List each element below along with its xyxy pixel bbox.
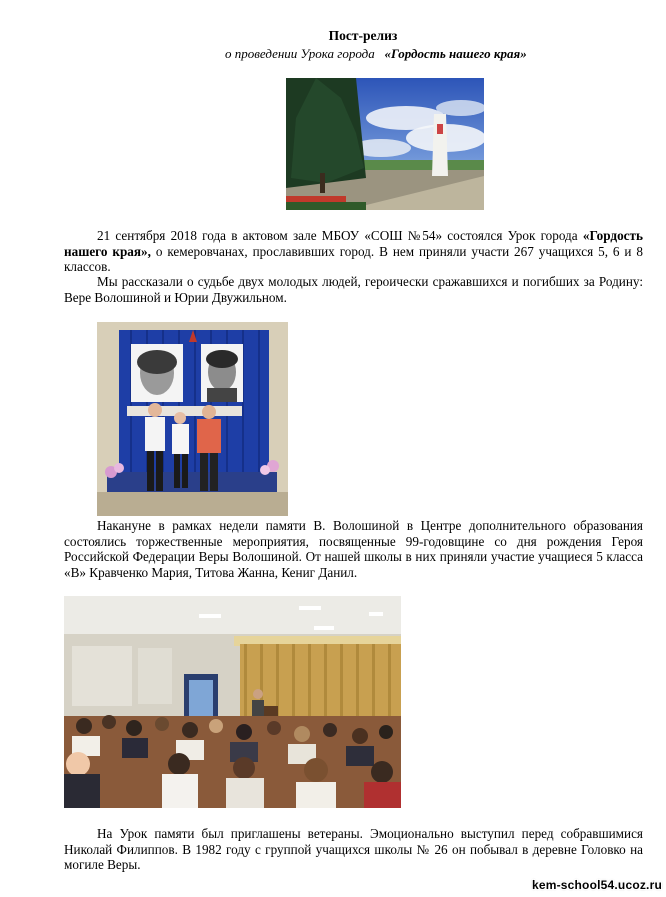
portraits-stage-photo <box>97 322 288 516</box>
paragraph-1 <box>64 228 643 275</box>
subtitle-prefix: о проведении Урока города <box>225 46 375 61</box>
paragraph-1-start: 21 сентября 2018 года в актовом зале МБОУ «СОШ №54» состоялся Урок города <box>97 228 583 243</box>
paragraph-1-end: о кемеровчанах, прославивших город. В нем приняли участи 267 учащихся 5, 6 и 8 классов. <box>64 243 644 274</box>
assembly-hall-photo <box>64 596 401 808</box>
paragraph-4: На Урок памяти был приглашены ветераны. Эмоционально выступил перед собравшимися Николай Филиппов. В 1982 году с группой учащихся школы № 26 он побывал в деревне Головко на могиле Веры. <box>64 826 643 872</box>
paragraph-2: Мы рассказали о судьбе двух молодых людей, героически сражавшихся и погибших за Родину: Вере Волошиной и Юрии Двужильном. <box>64 274 643 305</box>
page-title: Пост-релиз <box>328 28 398 43</box>
page-subtitle <box>225 46 527 62</box>
subtitle-event-name: «Гордость нашего края» <box>384 46 527 61</box>
paragraph-3: Накануне в рамках недели памяти В. Волошиной в Центре дополнительного образования состоялись торжественные мероприятия, посвященные 99-годовщине со дня рождения Героя Российской Федерации Веры Волошиной. От нашей школы в них приняли участие учащиеся 5 класса «В» Кравченко Мария, Титова Жанна, Кениг Данил. <box>64 518 643 580</box>
monument-photo <box>286 78 484 210</box>
site-watermark: kem-school54.ucoz.ru <box>531 878 662 892</box>
paragraph-1-bold: «Гордость нашего края», <box>64 228 643 259</box>
